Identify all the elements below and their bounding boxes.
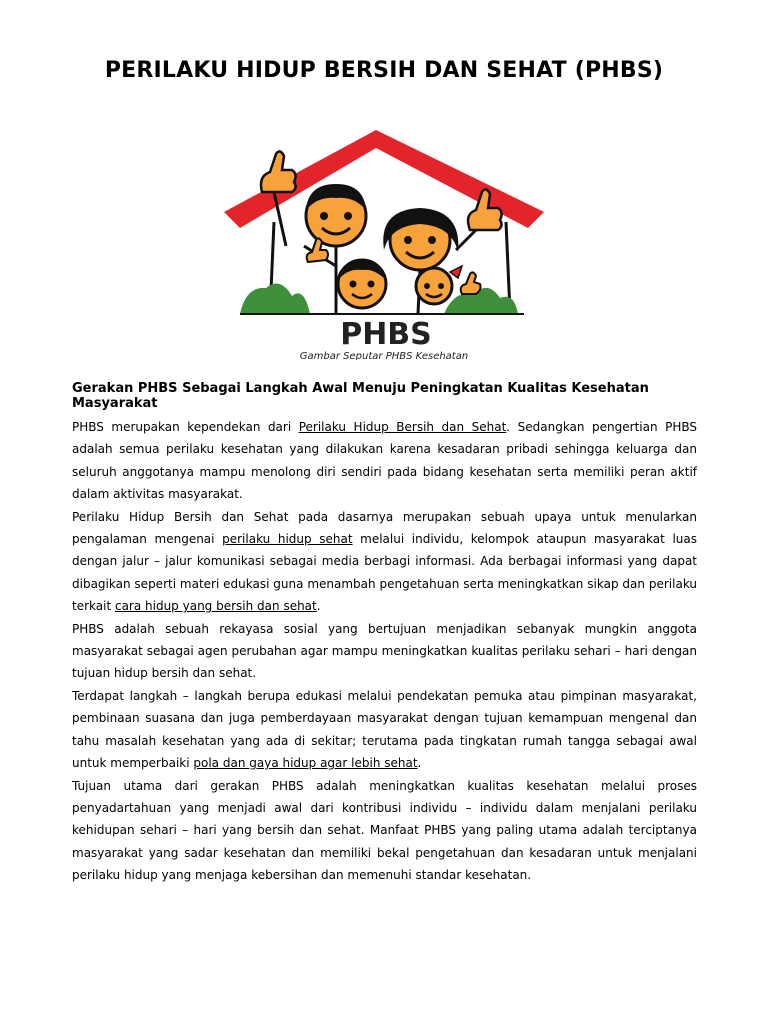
link-perilaku-hidup-sehat[interactable]: perilaku hidup sehat — [222, 532, 353, 547]
paragraph: PHBS merupakan kependekan dari Perilaku Hidup Bersih dan Sehat. Sedangkan pengertian PHBS adalah semua perilaku kesehatan yang dilakukan karena kesadaran pribadi sehingga keluarga dan seluruh anggotanya mampu menolong diri sendiri pada bidang kesehatan serta memiliki peran aktif dalam aktivitas masyarakat. — [72, 420, 697, 502]
paragraph: Perilaku Hidup Bersih dan Sehat pada dasarnya merupakan sebuah upaya untuk menularkan pengalaman mengenai perilaku hidup sehat melalui individu, kelompok ataupun masyarakat luas dengan jalur – jalur komunikasi sebagai media berbagi informasi. Ada berbagai informasi yang dapat dibagikan seperti materi edukasi guna menambah pengetahuan serta meningkatkan sikap dan perilaku terkait cara hidup yang bersih dan sehat. — [72, 509, 697, 614]
link-phbs[interactable]: Perilaku Hidup Bersih dan Sehat — [298, 420, 507, 434]
logo-text: PHBS — [340, 317, 432, 352]
link-pola-gaya-hidup[interactable]: pola dan gaya hidup agar lebih sehat — [193, 756, 418, 771]
page-title: PERILAKU HIDUP BERSIH DAN SEHAT (PHBS) — [104, 58, 664, 83]
link-cara-hidup-bersih[interactable]: cara hidup yang bersih dan sehat — [114, 599, 317, 614]
logo-caption: Gambar Seputar PHBS Kesehatan — [299, 351, 469, 360]
paragraph: Terdapat langkah – langkah berupa edukasi melalui pendekatan pemuka atau pimpinan masyarakat, pembinaan suasana dan juga pemberdayaan masyarakat dengan tujuan kemampuan mengenal dan tahu masalah kesehatan yang ada di sekitar; terutama pada tingkatan rumah tangga sebagai awal untuk memperbaiki pola dan gaya hidup agar lebih sehat. — [72, 688, 697, 771]
phbs-logo-image — [218, 126, 548, 360]
child-face-icon — [307, 238, 386, 308]
section-heading: Gerakan PHBS Sebagai Langkah Awal Menuju Peningkatan Kualitas Kesehatan Masyarakat — [72, 381, 649, 411]
paragraph: Tujuan utama dari gerakan PHBS adalah meningkatkan kualitas kesehatan melalui proses penyadartahuan yang menjadi awal dari kontribusi individu – individu dalam menjalani perilaku kehidupan sehari – hari yang bersih dan sehat. Manfaat PHBS yang paling utama adalah terciptanya masyarakat yang sadar kesehatan dan memiliki bekal pengetahuan dan kesadaran untuk menjalani perilaku hidup yang menjaga kebersihan dan memenuhi standar kesehatan. — [72, 778, 697, 883]
paragraph: PHBS adalah sebuah rekayasa sosial yang bertujuan menjadikan sebanyak mungkin anggota masyarakat sebagai agen perubahan agar mampu meningkatkan kualitas perilaku sehari – hari dengan tujuan hidup bersih dan sehat. — [72, 621, 697, 681]
body-text — [72, 416, 697, 887]
